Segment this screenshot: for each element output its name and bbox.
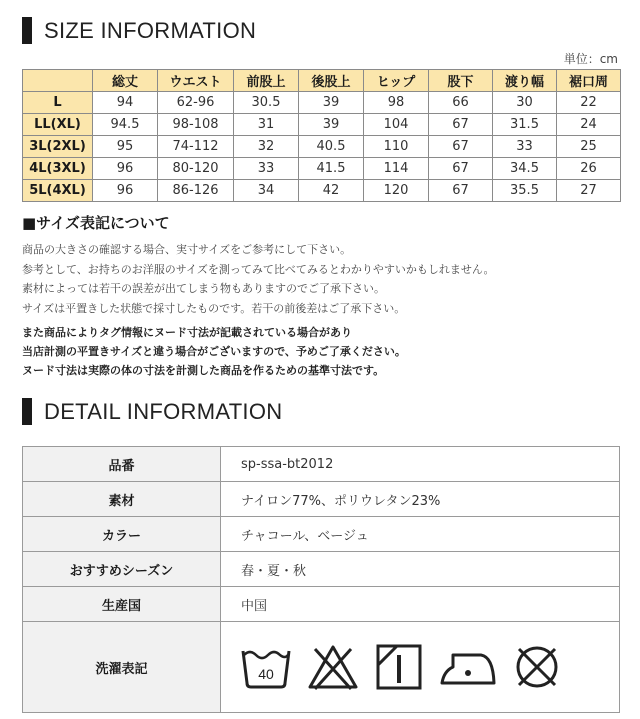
table-cell: 67 (429, 180, 493, 202)
size-label: 5L(4XL) (23, 180, 93, 202)
table-cell: 22 (557, 92, 621, 114)
care-icons (241, 643, 619, 691)
table-cell: 96 (93, 158, 158, 180)
table-cell: 39 (299, 92, 364, 114)
size-label: L (23, 92, 93, 114)
size-label: 4L(3XL) (23, 158, 93, 180)
detail-value: 中国 (221, 587, 620, 622)
table-cell: 98-108 (158, 114, 234, 136)
table-cell: 94.5 (93, 114, 158, 136)
table-row (23, 158, 621, 180)
table-cell: 62-96 (158, 92, 234, 114)
column-header: ヒップ (364, 70, 429, 92)
size-section-title: SIZE INFORMATION (44, 17, 257, 43)
size-note-emphasis (22, 323, 406, 380)
table-cell: 34.5 (493, 158, 557, 180)
note-line: 素材によっては若干の誤差が出てしまう物もありますのでご了承下さい。 (22, 282, 385, 295)
detail-label: 素材 (23, 482, 221, 517)
table-row (23, 180, 621, 202)
detail-row-country (23, 587, 620, 622)
table-cell: 95 (93, 136, 158, 158)
detail-row-season (23, 552, 620, 587)
table-cell: 74-112 (158, 136, 234, 158)
table-cell: 67 (429, 158, 493, 180)
note-bold-line: また商品によりタグ情報にヌード寸法が記載されている場合があり (22, 326, 352, 339)
care-icons-cell (221, 622, 620, 713)
table-cell: 114 (364, 158, 429, 180)
column-header: 渡り幅 (493, 70, 557, 92)
table-cell: 31.5 (493, 114, 557, 136)
detail-row-product-code (23, 447, 620, 482)
column-header: ウエスト (158, 70, 234, 92)
table-cell: 66 (429, 92, 493, 114)
table-cell: 94 (93, 92, 158, 114)
detail-label: カラー (23, 517, 221, 552)
table-cell: 80-120 (158, 158, 234, 180)
header-bar (22, 17, 32, 44)
note-line: サイズは平置きした状態で採寸したものです。若干の前後差はご了承下さい。 (22, 301, 406, 315)
size-table-header-row (23, 70, 621, 92)
line-dry-shade-icon (375, 643, 423, 691)
table-cell: 34 (234, 180, 299, 202)
note-line: 商品の大きさの確認する場合、実寸サイズをご参考にして下さい。 (22, 243, 352, 256)
detail-row-laundry (23, 622, 620, 713)
header-bar (22, 398, 32, 425)
column-header: 前股上 (234, 70, 299, 92)
table-cell: 67 (429, 136, 493, 158)
size-note-text (22, 240, 495, 318)
wash-temp-text: 40 (258, 666, 274, 682)
table-cell: 39 (299, 114, 364, 136)
detail-label: 生産国 (23, 587, 221, 622)
column-header: 股下 (429, 70, 493, 92)
size-label: 3L(2XL) (23, 136, 93, 158)
table-cell: 25 (557, 136, 621, 158)
table-cell: 41.5 (299, 158, 364, 180)
table-cell: 35.5 (493, 180, 557, 202)
detail-section-title: DETAIL INFORMATION (44, 398, 283, 424)
table-cell: 33 (234, 158, 299, 180)
note-line: 参考として、お持ちのお洋服のサイズを測ってみて比べてみるとわかりやすいかもしれません。 (22, 262, 495, 276)
table-cell: 24 (557, 114, 621, 136)
table-row (23, 136, 621, 158)
table-cell: 40.5 (299, 136, 364, 158)
note-bold-line: 当店計測の平置きサイズと違う場合がございますので、予めご了承ください。 (22, 345, 406, 358)
detail-value: sp-ssa-bt2012 (221, 447, 620, 482)
wash-40-icon (241, 643, 291, 691)
size-note-title: ■サイズ表記について (22, 214, 170, 232)
table-row (23, 114, 621, 136)
column-header (23, 70, 93, 92)
detail-row-material (23, 482, 620, 517)
table-cell: 26 (557, 158, 621, 180)
detail-label: 品番 (23, 447, 221, 482)
no-bleach-icon (307, 643, 359, 691)
iron-low-icon (439, 643, 497, 691)
table-cell: 30.5 (234, 92, 299, 114)
table-cell: 32 (234, 136, 299, 158)
column-header: 裾口周 (557, 70, 621, 92)
unit-label: 単位：cm (563, 52, 618, 66)
table-cell: 27 (557, 180, 621, 202)
table-cell: 110 (364, 136, 429, 158)
detail-value: 春・夏・秋 (221, 552, 620, 587)
detail-row-color (23, 517, 620, 552)
table-cell: 42 (299, 180, 364, 202)
table-cell: 104 (364, 114, 429, 136)
table-row (23, 92, 621, 114)
size-label: LL(XL) (23, 114, 93, 136)
size-table (22, 69, 621, 202)
size-section-header (22, 17, 256, 44)
table-cell: 96 (93, 180, 158, 202)
detail-label: おすすめシーズン (23, 552, 221, 587)
column-header: 総丈 (93, 70, 158, 92)
column-header: 後股上 (299, 70, 364, 92)
table-cell: 67 (429, 114, 493, 136)
detail-section-header (22, 398, 282, 425)
table-cell: 98 (364, 92, 429, 114)
table-cell: 31 (234, 114, 299, 136)
table-cell: 86-126 (158, 180, 234, 202)
detail-value: ナイロン77%、ポリウレタン23% (221, 482, 620, 517)
table-cell: 33 (493, 136, 557, 158)
table-cell: 30 (493, 92, 557, 114)
detail-table (22, 446, 620, 713)
no-dry-clean-icon (513, 643, 561, 691)
detail-value: チャコール、ベージュ (221, 517, 620, 552)
detail-label: 洗濯表記 (23, 622, 221, 713)
note-bold-line: ヌード寸法は実際の体の寸法を計測した商品を作るための基準寸法です。 (22, 364, 385, 377)
table-cell: 120 (364, 180, 429, 202)
